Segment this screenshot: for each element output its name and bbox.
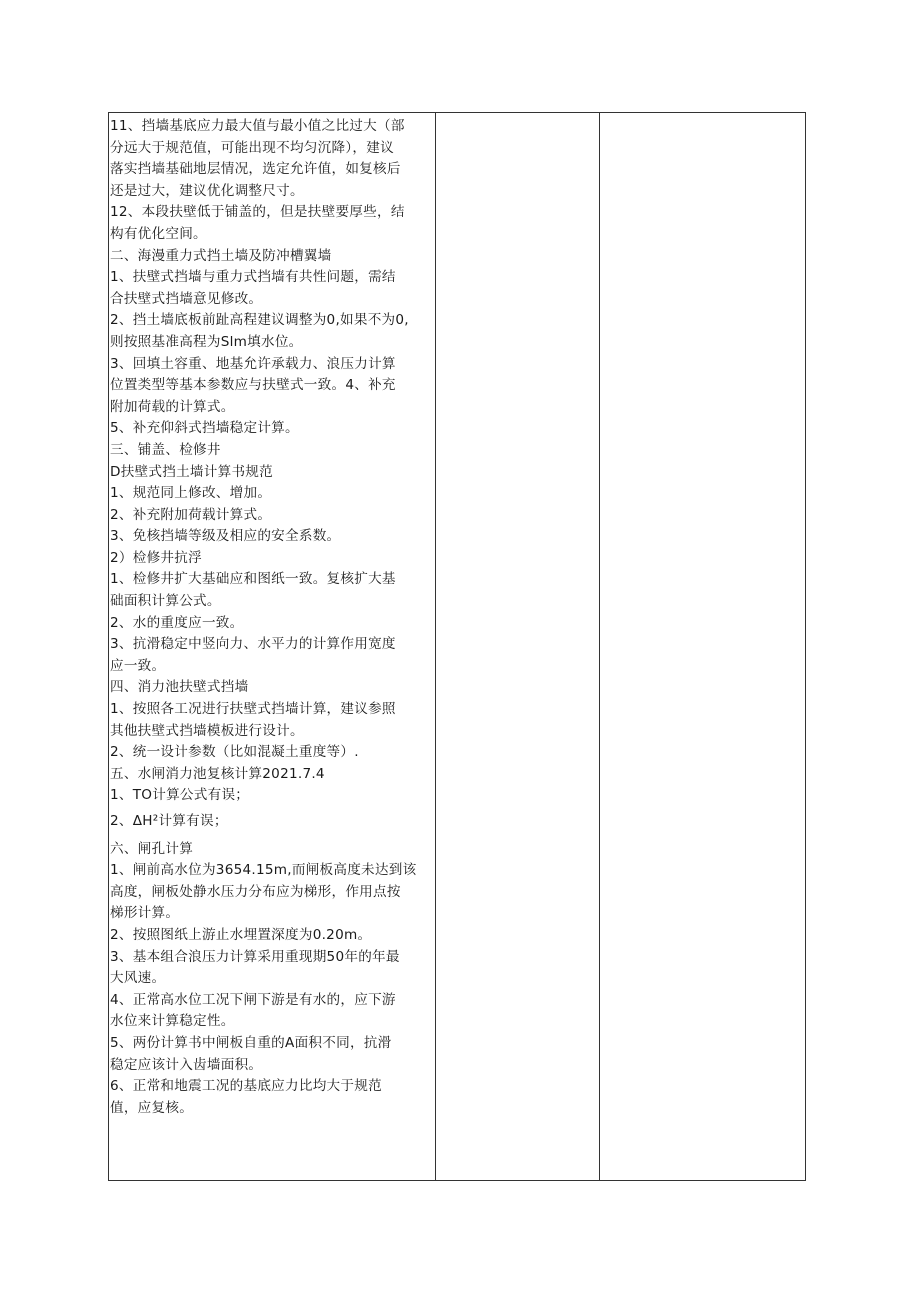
comment-line: 其他扶壁式挡墙模板进行设计。 — [110, 722, 304, 739]
comment-line: 2、水的重度应一致。 — [110, 614, 244, 631]
comment-line: 合扶壁式挡墙意见修改。 — [110, 290, 263, 307]
comment-line: 6、正常和地震工况的基底应力比均大于规范 — [110, 1078, 382, 1095]
section-heading: 三、铺盖、检修井 — [110, 441, 221, 458]
comment-line: 1、检修井扩大基础应和图纸一致。复核扩大基 — [110, 571, 396, 588]
comment-line: 还是过大，建议优化调整尺寸。 — [110, 182, 304, 199]
comment-line: 1、规范同上修改、增加。 — [110, 485, 272, 502]
comment-line: 1、TO计算公式有误； — [110, 787, 250, 804]
review-table — [108, 112, 806, 1181]
comment-line: 构有优化空间。 — [110, 225, 207, 242]
comment-line: 5、两份计算书中闸板自重的A面积不同，抗滑 — [110, 1034, 392, 1051]
subsection-heading: D扶壁式挡土墙计算书规范 — [110, 463, 273, 480]
comment-line: 则按照基准高程为Slm填水位。 — [110, 333, 303, 350]
subsection-heading: 2）检修井抗浮 — [110, 549, 202, 566]
comment-line: 稳定应该计入齿墙面积。 — [110, 1056, 263, 1073]
section-heading: 四、消力池扶壁式挡墙 — [110, 679, 249, 696]
comment-line: 位置类型等基本参数应与扶壁式一致。4、补充 — [110, 377, 396, 394]
comment-line: 1、扶壁式挡墙与重力式挡墙有共性问题，需结 — [110, 269, 396, 286]
comment-line: 水位来计算稳定性。 — [110, 1013, 235, 1030]
comment-line: 3、回填土容重、地基允许承载力、浪压力计算 — [110, 355, 396, 372]
comment-line: 大风速。 — [110, 970, 166, 987]
comment-line: 5、补充仰斜式挡墙稳定计算。 — [110, 420, 299, 437]
comment-line: 4、正常高水位工况下闸下游是有水的，应下游 — [110, 991, 396, 1008]
comment-line: 2、挡土墙底板前趾高程建议调整为0,如果不为0, — [110, 312, 409, 329]
section-heading: 五、水闸消力池复核计算2021.7.4 — [110, 765, 325, 782]
comment-line: 3、基本组合浪压力计算采用重现期50年的年最 — [110, 948, 400, 965]
section-heading: 六、闸孔计算 — [110, 840, 194, 857]
comment-line: 3、免核挡墙等级及相应的安全系数。 — [110, 528, 341, 545]
comment-line: 2、补充附加荷载计算式。 — [110, 506, 272, 523]
section-heading: 二、海漫重力式挡土墙及防冲槽翼墙 — [110, 247, 332, 264]
comment-line: 2、按照图纸上游止水埋置深度为0.20m。 — [110, 926, 372, 943]
comment-line: 应一致。 — [110, 657, 166, 674]
review-comments-column — [110, 116, 434, 1119]
comment-line: 11、挡墙基底应力最大值与最小值之比过大（部 — [110, 118, 405, 134]
comment-line: 梯形计算。 — [110, 905, 180, 922]
comment-line: 附加荷载的计算式。 — [110, 398, 235, 415]
comment-line: 2、统一设计参数（比如混凝土重度等）. — [110, 744, 359, 761]
comment-line: 1、按照各工况进行扶壁式挡墙计算，建议参照 — [110, 701, 396, 718]
column-divider-2 — [599, 113, 600, 1180]
comment-line: 2、ΔH²计算有误； — [110, 813, 228, 829]
comment-line: 1、闸前高水位为3654.15m,而闸板高度未达到该 — [110, 862, 417, 879]
comment-line: 12、本段扶壁低于铺盖的，但是扶壁要厚些，结 — [110, 204, 405, 221]
comment-line: 分远大于规范值，可能出现不均匀沉降），建议 — [110, 139, 394, 156]
comment-line: 高度，闸板处静水压力分布应为梯形，作用点按 — [110, 883, 401, 900]
column-divider-1 — [435, 113, 436, 1180]
comment-line: 础面积计算公式。 — [110, 593, 221, 610]
comment-line: 落实挡墙基础地层情况，选定允许值，如复核后 — [110, 161, 401, 178]
comment-line: 3、抗滑稳定中竖向力、水平力的计算作用宽度 — [110, 636, 396, 653]
comment-line: 值，应复核。 — [110, 1099, 194, 1116]
